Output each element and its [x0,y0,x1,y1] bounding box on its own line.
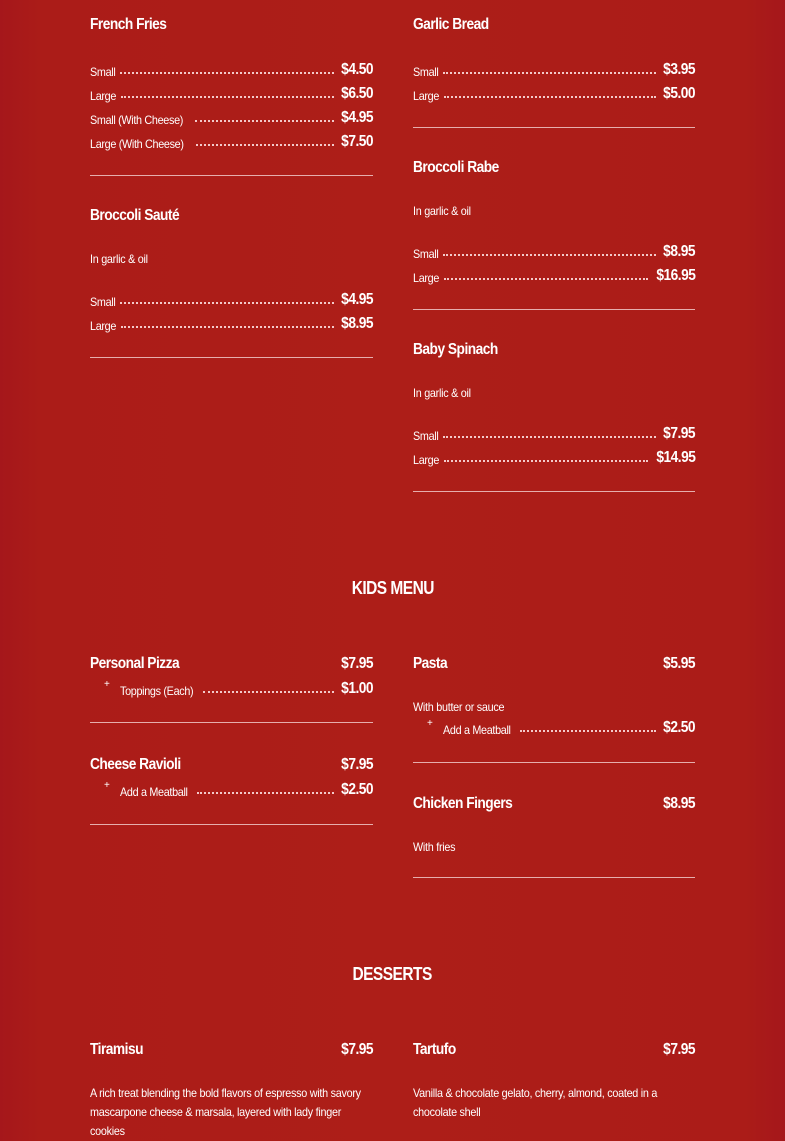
item-price: $7.95 [341,756,373,773]
section-heading-desserts: DESSERTS [352,964,433,984]
item-description: A rich treat blending the bold flavors of espresso with savory mascarpone cheese & marsala, layered with lady finger cookies [90,1086,361,1138]
addon-line [427,719,695,737]
item-description: With butter or sauce [413,700,505,714]
option-label: Large (With Cheese) [90,137,184,151]
item-description: Vanilla & chocolate gelato, cherry, almond, coated in a chocolate shell [413,1086,658,1119]
divider [90,175,373,176]
option-price: $7.50 [341,133,373,150]
price-line [413,61,695,79]
option-label: Large [90,319,117,333]
section-heading-kids-menu: KIDS MENU [351,578,434,598]
item-price: $5.95 [663,655,695,672]
dot-leader [443,254,656,256]
plus-icon: + [104,780,110,791]
option-label: Small (With Cheese) [90,113,184,127]
option-price: $6.50 [341,85,373,102]
item-title-row [90,1041,373,1059]
option-price: $4.95 [341,291,373,308]
addon-price: $1.00 [341,680,373,697]
addon-line [104,680,373,698]
divider [413,762,695,763]
option-price: $4.95 [341,109,373,126]
option-label: Large [413,89,440,103]
addon-label: Add a Meatball [442,723,511,737]
addon-label: Toppings (Each) [119,684,194,698]
addon-price: $2.50 [663,719,695,736]
option-price: $5.00 [663,85,695,102]
dot-leader [120,302,334,304]
option-label: Small [413,65,439,79]
item-description: In garlic & oil [413,204,471,218]
item-title: Broccoli Sauté [90,207,180,224]
dot-leader [196,144,334,146]
option-price: $16.95 [656,267,695,284]
divider [90,824,373,825]
item-title: Garlic Bread [413,16,489,33]
item-description: With fries [413,840,456,854]
option-label: Small [90,65,116,79]
item-title-row [90,655,373,673]
option-price: $3.95 [663,61,695,78]
item-description: In garlic & oil [413,386,471,400]
dot-leader [443,72,656,74]
item-title: Baby Spinach [413,341,498,358]
item-title-row [413,1041,695,1059]
divider [90,722,373,723]
divider [413,309,695,310]
item-title: Cheese Ravioli [90,756,181,773]
item-title: French Fries [90,16,167,33]
dot-leader [195,120,334,122]
item-title: Tiramisu [90,1041,143,1058]
dot-leader [444,278,648,280]
plus-icon: + [427,718,433,729]
option-label: Large [90,89,117,103]
divider [413,877,695,878]
option-price: $8.95 [663,243,695,260]
item-title-row [413,655,695,673]
item-title-row [90,756,373,774]
option-label: Large [413,453,440,467]
dot-leader [443,436,656,438]
addon-price: $2.50 [341,781,373,798]
dot-leader [520,730,656,732]
divider [413,491,695,492]
item-price: $7.95 [663,1041,695,1058]
item-title: Personal Pizza [90,655,180,672]
option-label: Small [413,247,439,261]
price-line [90,133,373,151]
dot-leader [197,792,334,794]
price-line [413,425,695,443]
price-line [90,291,373,309]
price-line [90,109,373,127]
item-title: Broccoli Rabe [413,159,499,176]
dot-leader [121,326,334,328]
option-price: $14.95 [656,449,695,466]
addon-line [104,781,373,799]
item-price: $7.95 [341,655,373,672]
option-label: Large [413,271,440,285]
option-label: Small [413,429,439,443]
item-description: In garlic & oil [90,252,148,266]
price-line [413,243,695,261]
divider [413,127,695,128]
item-title-row [413,795,695,813]
item-title: Tartufo [413,1041,456,1058]
item-title: Pasta [413,655,448,672]
dot-leader [203,691,334,693]
plus-icon: + [104,679,110,690]
addon-label: Add a Meatball [119,785,188,799]
item-price: $8.95 [663,795,695,812]
dot-leader [120,72,334,74]
option-price: $7.95 [663,425,695,442]
option-price: $8.95 [341,315,373,332]
dot-leader [444,96,656,98]
price-line [413,267,695,285]
item-title: Chicken Fingers [413,795,513,812]
price-line [413,85,695,103]
dot-leader [121,96,334,98]
price-line [90,61,373,79]
option-price: $4.50 [341,61,373,78]
price-line [413,449,695,467]
price-line [90,315,373,333]
divider [90,357,373,358]
item-price: $7.95 [341,1041,373,1058]
price-line [90,85,373,103]
dot-leader [444,460,648,462]
option-label: Small [90,295,116,309]
